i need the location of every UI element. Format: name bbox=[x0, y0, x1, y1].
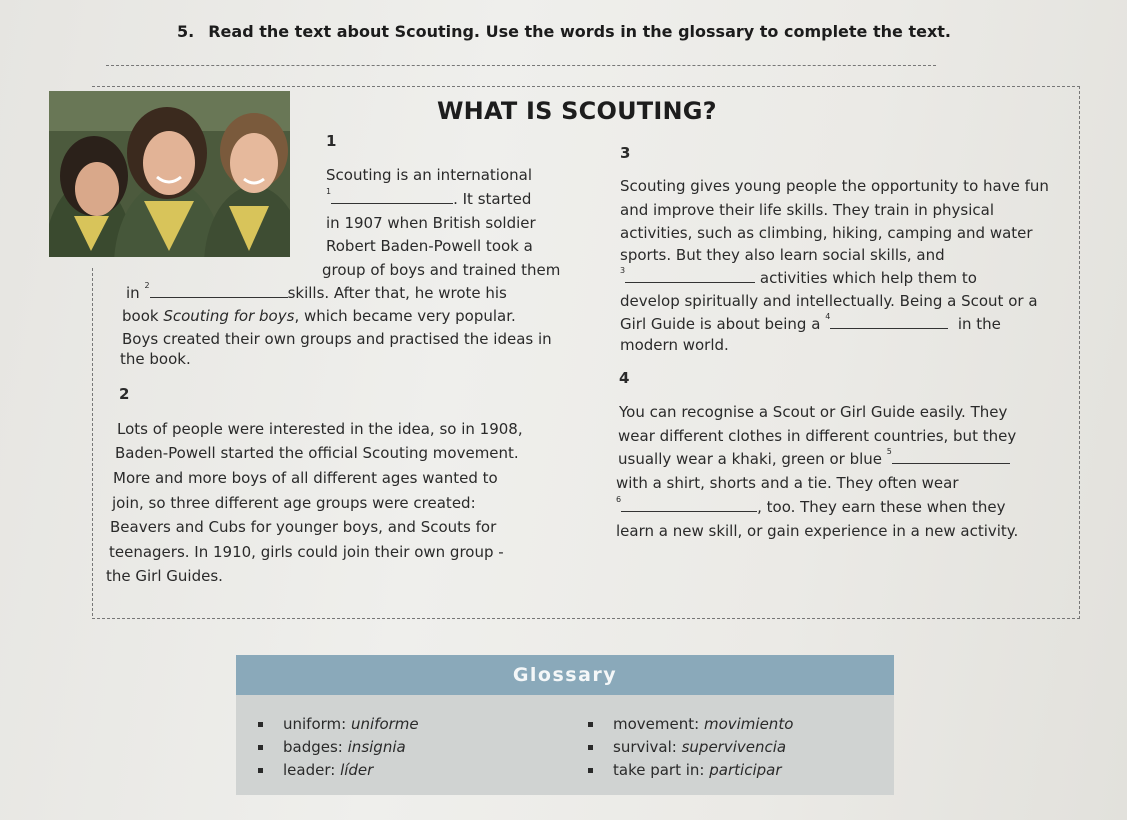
section-1-line: Boys created their own groups and practised the ideas in bbox=[122, 330, 552, 348]
blank-5[interactable] bbox=[892, 462, 1010, 464]
blank-2[interactable] bbox=[150, 296, 288, 298]
section-2-line: join, so three different age groups were created: bbox=[112, 494, 476, 512]
section-3-line bbox=[620, 312, 1001, 333]
glossary-item bbox=[258, 761, 373, 779]
glossary-translation: insignia bbox=[347, 738, 406, 756]
glossary-term: badges: bbox=[283, 738, 343, 756]
blank-1-number: 1 bbox=[326, 187, 332, 196]
section-3-line: Scouting gives young people the opportunity to have fun bbox=[620, 177, 1049, 195]
section-1-line: in 1907 when British soldier bbox=[326, 214, 536, 232]
section-4-line bbox=[616, 495, 1006, 516]
section-2-line: Baden-Powell started the official Scouting movement. bbox=[115, 444, 519, 462]
blank-3[interactable] bbox=[625, 281, 755, 283]
section-4-line-text: usually wear a khaki, green or blue bbox=[618, 450, 882, 468]
section-3-line-text: activities which help them to bbox=[759, 269, 977, 287]
exercise-instruction bbox=[177, 22, 951, 41]
exercise-number: 5. bbox=[177, 22, 195, 41]
section-1-line-text: . It started bbox=[453, 190, 532, 208]
section-1-line: Robert Baden-Powell took a bbox=[326, 237, 533, 255]
section-4-line bbox=[618, 447, 1010, 468]
blank-2-number: 2 bbox=[144, 281, 150, 290]
section-3-line-text: in the bbox=[957, 315, 1001, 333]
glossary-item bbox=[258, 738, 406, 756]
glossary-term: movement: bbox=[613, 715, 700, 733]
glossary-term: leader: bbox=[283, 761, 336, 779]
bullet-icon bbox=[588, 745, 593, 750]
scouts-photo bbox=[49, 91, 290, 257]
bullet-icon bbox=[258, 722, 263, 727]
section-3-line: activities, such as climbing, hiking, camping and water bbox=[620, 224, 1033, 242]
top-dashed-divider bbox=[106, 65, 936, 66]
section-3-number: 3 bbox=[620, 144, 631, 162]
bullet-icon bbox=[588, 722, 593, 727]
section-2-line: Lots of people were interested in the idea, so in 1908, bbox=[117, 420, 523, 438]
section-1-line bbox=[326, 187, 532, 208]
section-1-line: Scouting is an international bbox=[326, 166, 532, 184]
in-prefix: in bbox=[126, 284, 140, 302]
blank-6[interactable] bbox=[621, 510, 757, 512]
glossary-item bbox=[258, 715, 419, 733]
section-4-line-text: , too. They earn these when they bbox=[757, 498, 1006, 516]
section-2-line: More and more boys of all different ages wanted to bbox=[113, 469, 498, 487]
section-2-number: 2 bbox=[119, 385, 130, 403]
blank-1[interactable] bbox=[331, 202, 453, 204]
section-4-line: wear different clothes in different countries, but they bbox=[618, 427, 1017, 445]
glossary-term: take part in: bbox=[613, 761, 705, 779]
section-1-line: the book. bbox=[120, 350, 191, 368]
section-4-line: with a shirt, shorts and a tie. They often wear bbox=[616, 474, 959, 492]
section-4-number: 4 bbox=[619, 369, 630, 387]
glossary-item bbox=[588, 761, 782, 779]
glossary-translation: supervivencia bbox=[681, 738, 787, 756]
section-3-line: develop spiritually and intellectually. Being a Scout or a bbox=[620, 292, 1038, 310]
section-2-line: Beavers and Cubs for younger boys, and Scouts for bbox=[110, 518, 497, 536]
glossary-translation: participar bbox=[709, 761, 782, 779]
section-3-line: and improve their life skills. They train in physical bbox=[620, 201, 995, 219]
bullet-icon bbox=[258, 745, 263, 750]
blank-6-number: 6 bbox=[616, 495, 622, 504]
section-1-line bbox=[122, 307, 516, 325]
section-4-line: You can recognise a Scout or Girl Guide easily. They bbox=[619, 403, 1008, 421]
glossary-item bbox=[588, 738, 786, 756]
glossary-title: Glossary bbox=[236, 655, 894, 695]
glossary-term: uniform: bbox=[283, 715, 347, 733]
section-2-line: teenagers. In 1910, girls could join their own group - bbox=[109, 543, 504, 561]
article-title: WHAT IS SCOUTING? bbox=[437, 97, 717, 125]
section-1-number: 1 bbox=[326, 132, 337, 150]
book-prefix: book bbox=[122, 307, 159, 325]
section-3-line-text: Girl Guide is about being a bbox=[620, 315, 821, 333]
article-frame-left bbox=[92, 268, 93, 616]
section-1-line bbox=[126, 281, 507, 302]
blank-5-number: 5 bbox=[886, 447, 892, 456]
section-1-line-text: skills. After that, he wrote his bbox=[287, 284, 507, 302]
scouts-photo-illustration bbox=[49, 91, 290, 257]
exercise-text: Read the text about Scouting. Use the words in the glossary to complete the text. bbox=[208, 22, 951, 41]
section-2-line: the Girl Guides. bbox=[106, 567, 223, 585]
blank-3-number: 3 bbox=[620, 266, 626, 275]
section-1-line: group of boys and trained them bbox=[322, 261, 561, 279]
section-3-line: sports. But they also learn social skills, and bbox=[620, 246, 945, 264]
section-3-line bbox=[620, 266, 977, 287]
glossary-term: survival: bbox=[613, 738, 677, 756]
bullet-icon bbox=[258, 768, 263, 773]
blank-4[interactable] bbox=[830, 327, 948, 329]
section-4-line: learn a new skill, or gain experience in a new activity. bbox=[616, 522, 1019, 540]
glossary-translation: movimiento bbox=[703, 715, 794, 733]
section-3-line: modern world. bbox=[620, 336, 729, 354]
bullet-icon bbox=[588, 768, 593, 773]
glossary-translation: uniforme bbox=[351, 715, 419, 733]
blank-4-number: 4 bbox=[825, 312, 831, 321]
glossary-translation: líder bbox=[340, 761, 374, 779]
book-title: Scouting for boys bbox=[163, 307, 295, 325]
glossary-item bbox=[588, 715, 793, 733]
section-1-line-text: , which became very popular. bbox=[294, 307, 516, 325]
